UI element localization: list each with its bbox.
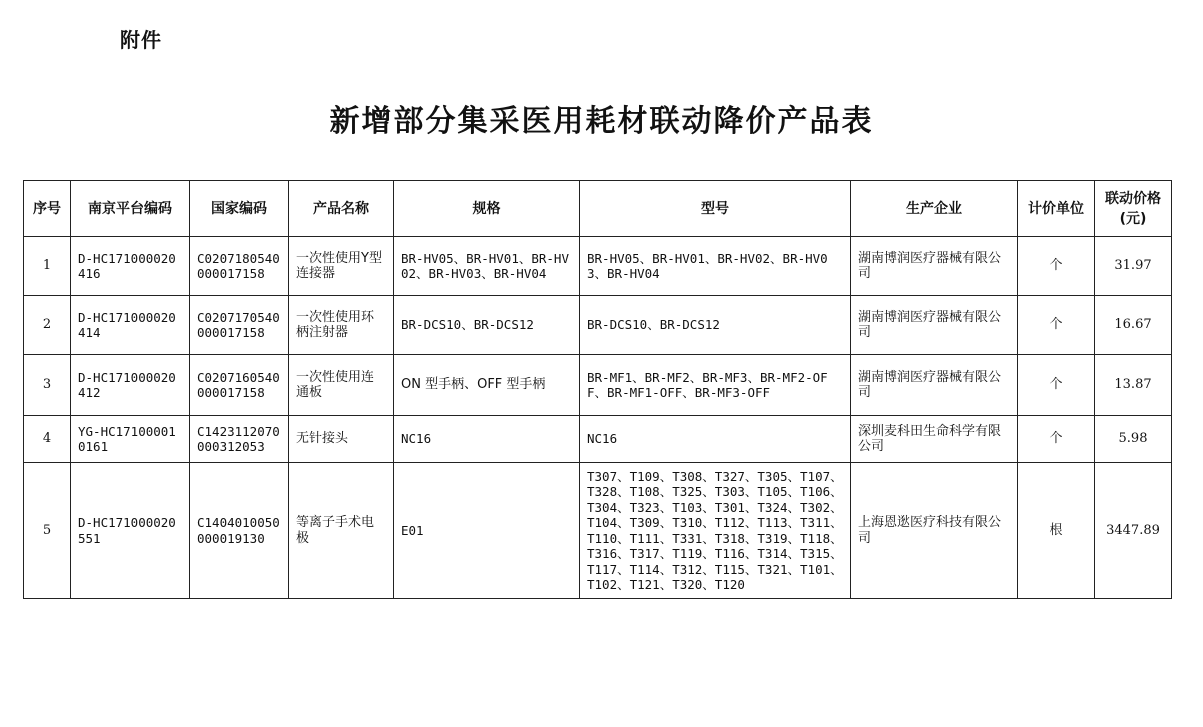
header-spec: 规格: [394, 181, 580, 237]
cell-product-name: 一次性使用环柄注射器: [289, 296, 394, 355]
cell-index: 5: [24, 463, 71, 599]
cell-product-name: 等离子手术电极: [289, 463, 394, 599]
table-row: [24, 463, 1172, 599]
cell-product-name: 无针接头: [289, 416, 394, 463]
cell-unit: 个: [1018, 237, 1095, 296]
header-national-code: 国家编码: [190, 181, 289, 237]
header-unit: 计价单位: [1018, 181, 1095, 237]
cell-manufacturer: 深圳麦科田生命科学有限公司: [851, 416, 1018, 463]
cell-model: BR-DCS10、BR-DCS12: [580, 296, 851, 355]
table-row: [24, 237, 1172, 296]
header-manufacturer: 生产企业: [851, 181, 1018, 237]
cell-index: 3: [24, 355, 71, 416]
table-row: [24, 296, 1172, 355]
cell-price: 5.98: [1095, 416, 1172, 463]
header-nanjing-code: 南京平台编码: [71, 181, 190, 237]
cell-nanjing-code: D-HC171000020412: [71, 355, 190, 416]
cell-manufacturer: 上海恩逖医疗科技有限公司: [851, 463, 1018, 599]
cell-spec: NC16: [394, 416, 580, 463]
cell-nanjing-code: YG-HC171000010161: [71, 416, 190, 463]
attachment-label: 附件: [120, 28, 162, 52]
cell-price: 3447.89: [1095, 463, 1172, 599]
cell-unit: 个: [1018, 355, 1095, 416]
cell-price: 16.67: [1095, 296, 1172, 355]
cell-spec: BR-HV05、BR-HV01、BR-HV02、BR-HV03、BR-HV04: [394, 237, 580, 296]
cell-manufacturer: 湖南博润医疗器械有限公司: [851, 237, 1018, 296]
table-row: [24, 355, 1172, 416]
header-index: 序号: [24, 181, 71, 237]
cell-national-code: C0207170540000017158: [190, 296, 289, 355]
cell-national-code: C1404010050000019130: [190, 463, 289, 599]
cell-unit: 个: [1018, 296, 1095, 355]
cell-product-name: 一次性使用连通板: [289, 355, 394, 416]
cell-model: BR-HV05、BR-HV01、BR-HV02、BR-HV03、BR-HV04: [580, 237, 851, 296]
cell-manufacturer: 湖南博润医疗器械有限公司: [851, 296, 1018, 355]
cell-product-name: 一次性使用Y型连接器: [289, 237, 394, 296]
cell-model: NC16: [580, 416, 851, 463]
cell-spec: E01: [394, 463, 580, 599]
cell-model: BR-MF1、BR-MF2、BR-MF3、BR-MF2-OFF、BR-MF1-OFF、BR-MF3-OFF: [580, 355, 851, 416]
header-model: 型号: [580, 181, 851, 237]
cell-unit: 根: [1018, 463, 1095, 599]
cell-spec: BR-DCS10、BR-DCS12: [394, 296, 580, 355]
cell-index: 2: [24, 296, 71, 355]
product-table: [23, 180, 1172, 599]
table-header-row: [24, 181, 1172, 237]
cell-unit: 个: [1018, 416, 1095, 463]
cell-nanjing-code: D-HC171000020416: [71, 237, 190, 296]
cell-spec: ON 型手柄、OFF 型手柄: [394, 355, 580, 416]
header-product-name: 产品名称: [289, 181, 394, 237]
cell-model: T307、T109、T308、T327、T305、T107、T328、T108、T325、T303、T105、T106、T304、T323、T103、T301、T324、T302、T104、T309、T310、T112、T113、T311、T110、T111、T331、T318、T319、T118、T316、T317、T119、T116、T314、T315、T117、T114、T312、T115、T321、T101、T102、T121、T320、T120: [580, 463, 851, 599]
cell-price: 31.97: [1095, 237, 1172, 296]
cell-national-code: C0207160540000017158: [190, 355, 289, 416]
cell-index: 1: [24, 237, 71, 296]
cell-nanjing-code: D-HC171000020551: [71, 463, 190, 599]
cell-nanjing-code: D-HC171000020414: [71, 296, 190, 355]
cell-national-code: C0207180540000017158: [190, 237, 289, 296]
cell-price: 13.87: [1095, 355, 1172, 416]
table-row: [24, 416, 1172, 463]
header-price: 联动价格(元): [1095, 181, 1172, 237]
page-title: 新增部分集采医用耗材联动降价产品表: [329, 104, 874, 139]
cell-index: 4: [24, 416, 71, 463]
cell-national-code: C1423112070000312053: [190, 416, 289, 463]
cell-manufacturer: 湖南博润医疗器械有限公司: [851, 355, 1018, 416]
